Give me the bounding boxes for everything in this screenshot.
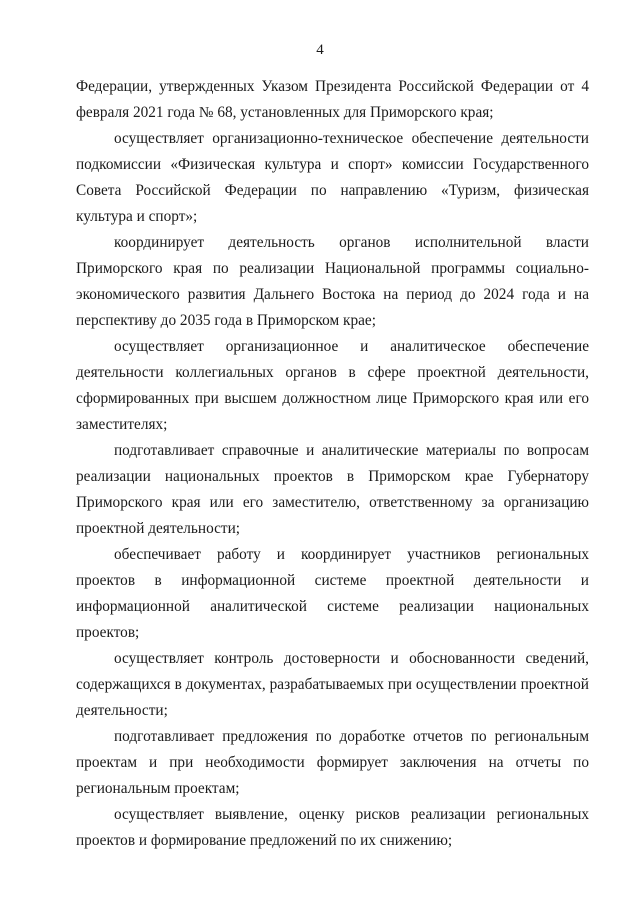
paragraph-continuation: Федерации, утвержденных Указом Президента Российской Федерации от 4 февраля 2021 года № 68, установленных для Приморского края; (76, 78, 589, 121)
paragraph: осуществляет организационно-техническое обеспечение деятельности подкомиссии «Физическая культура и спорт» комиссии Государственного Совета Российской Федерации по направлению «Туризм, физическая культура и спорт»; (76, 130, 589, 225)
paragraph: подготавливает справочные и аналитические материалы по вопросам реализации национальных проектов в Приморском крае Губернатору Приморского края или его заместителю, ответственному за организацию проектной деятельности; (76, 442, 589, 537)
paragraph: координирует деятельность органов исполнительной власти Приморского края по реализации Национальной программы социально-экономического развития Дальнего Востока на период до 2024 года и на перспективу до 2035 года в Приморском крае; (76, 234, 589, 329)
document-body (76, 74, 589, 854)
paragraph: осуществляет организационное и аналитическое обеспечение деятельности коллегиальных органов в сфере проектной деятельности, сформированных при высшем должностном лице Приморского края или его заместителях; (76, 338, 589, 433)
paragraph: подготавливает предложения по доработке отчетов по региональным проектам и при необходимости формирует заключения на отчеты по региональным проектам; (76, 728, 589, 797)
paragraph: осуществляет контроль достоверности и обоснованности сведений, содержащихся в документах, разрабатываемых при осуществлении проектной деятельности; (76, 650, 589, 719)
paragraph: обеспечивает работу и координирует участников региональных проектов в информационной системе проектной деятельности и информационной аналитической системе реализации национальных проектов; (76, 546, 589, 641)
page-number: 4 (316, 42, 324, 58)
paragraph: осуществляет выявление, оценку рисков реализации региональных проектов и формирование предложений по их снижению; (76, 806, 589, 849)
